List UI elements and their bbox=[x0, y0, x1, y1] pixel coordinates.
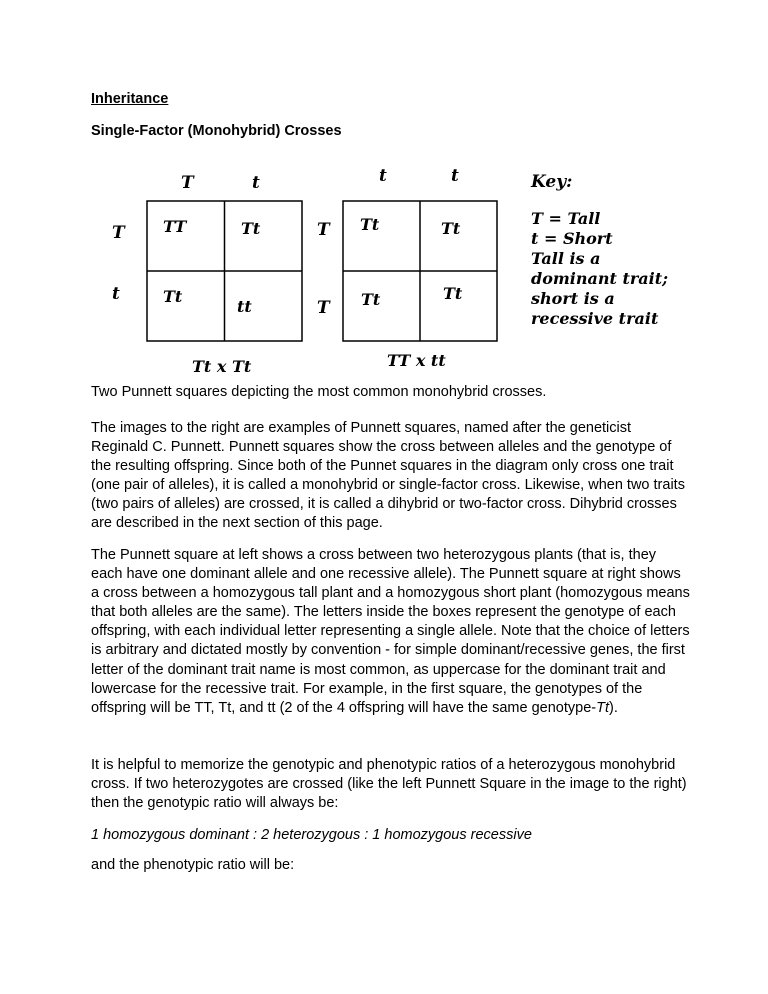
left-cell-1-1: TT bbox=[163, 217, 187, 236]
key-line-3: Tall is a bbox=[531, 249, 601, 268]
left-row-header-2: t bbox=[112, 284, 120, 304]
left-cell-2-1: Tt bbox=[163, 287, 183, 306]
right-col-header-1: t bbox=[379, 166, 387, 186]
punnett-squares-diagram bbox=[100, 160, 690, 380]
key-line-4: dominant trait; bbox=[531, 269, 669, 288]
key-line-1: T = Tall bbox=[531, 209, 601, 228]
paragraph-punnett-intro: The images to the right are examples of Punnett squares, named after the geneticist Reginald C. Punnett. Punnett squares show the cross between alleles and the genotype of the resulting offspring. Since both of the Punnet squares in the diagram only cross one trait (one pair of alleles), it is called a monohybrid or single-factor cross. Likewise, when two traits (two pairs of alleles) are crossed, it is called a dihybrid or two-factor cross. Dihybrid crosses are described in the next section of this page. bbox=[91, 420, 685, 532]
key-line-2: t = Short bbox=[531, 229, 613, 248]
paragraph-ratios: It is helpful to memorize the genotypic and phenotypic ratios of a heterozygous monohybrid cross. If two heterozygotes are crossed (like the left Punnett Square in the image to the right) then the genotypic ratio will always be: bbox=[91, 757, 687, 812]
genotypic-ratio-line: 1 homozygous dominant : 2 heterozygous : 1 homozygous recessive bbox=[91, 827, 532, 843]
paragraph-phenotypic-ratio: and the phenotypic ratio will be: bbox=[91, 857, 295, 873]
figure-caption: Two Punnett squares depicting the most common monohybrid crosses. bbox=[91, 384, 547, 400]
page-title: Inheritance bbox=[91, 91, 169, 107]
left-square-label: Tt x Tt bbox=[192, 357, 252, 376]
left-col-header-1: T bbox=[181, 173, 194, 193]
section-heading: Single-Factor (Monohybrid) Crosses bbox=[91, 123, 342, 139]
left-row-header-1: T bbox=[112, 223, 125, 243]
right-col-header-2: t bbox=[451, 166, 459, 186]
right-square-label: TT x tt bbox=[387, 351, 446, 370]
key-line-5: short is a bbox=[531, 289, 615, 308]
right-cell-2-1: Tt bbox=[361, 290, 381, 309]
left-col-header-2: t bbox=[252, 173, 260, 193]
right-cell-1-2: Tt bbox=[441, 219, 461, 238]
punnett-squares-figure bbox=[100, 160, 690, 380]
left-cell-1-2: Tt bbox=[241, 219, 261, 238]
paragraph-2-italic-genotype: Tt bbox=[596, 699, 609, 716]
right-punnett-square bbox=[317, 166, 497, 370]
paragraph-cross-explanation bbox=[91, 546, 691, 718]
right-row-header-2: T bbox=[317, 298, 330, 318]
figure-key bbox=[530, 172, 668, 328]
paragraph-2-text: The Punnett square at left shows a cross between two heterozygous plants (that is, they each have one dominant allele and one recessive allele). The Punnett square at right shows a cross between a homozygous tall plant and a homozygous short plant (homozygous means that both alleles are the same). The letters inside the boxes represent the genotype of each offspring, with each individual letter representing a single allele. Note that the choice of letters is arbitrary and dictated mostly by convention - for simple dominant/recessive genes, the first letter of the dominant trait name is most common, as uppercase for the dominant trait and lowercase for the recessive trait. For example, in the first square, the genotypes of the offspring will be TT, Tt, and tt (2 of the 4 offspring will have the same genotype- bbox=[91, 547, 690, 716]
left-punnett-square bbox=[112, 173, 302, 376]
key-line-6: recessive trait bbox=[531, 309, 659, 328]
key-title: Key: bbox=[531, 172, 573, 192]
right-cell-2-2: Tt bbox=[443, 284, 463, 303]
right-cell-1-1: Tt bbox=[360, 215, 380, 234]
right-row-header-1: T bbox=[317, 220, 330, 240]
left-cell-2-2: tt bbox=[237, 297, 252, 316]
paragraph-2-end: ). bbox=[608, 699, 618, 716]
